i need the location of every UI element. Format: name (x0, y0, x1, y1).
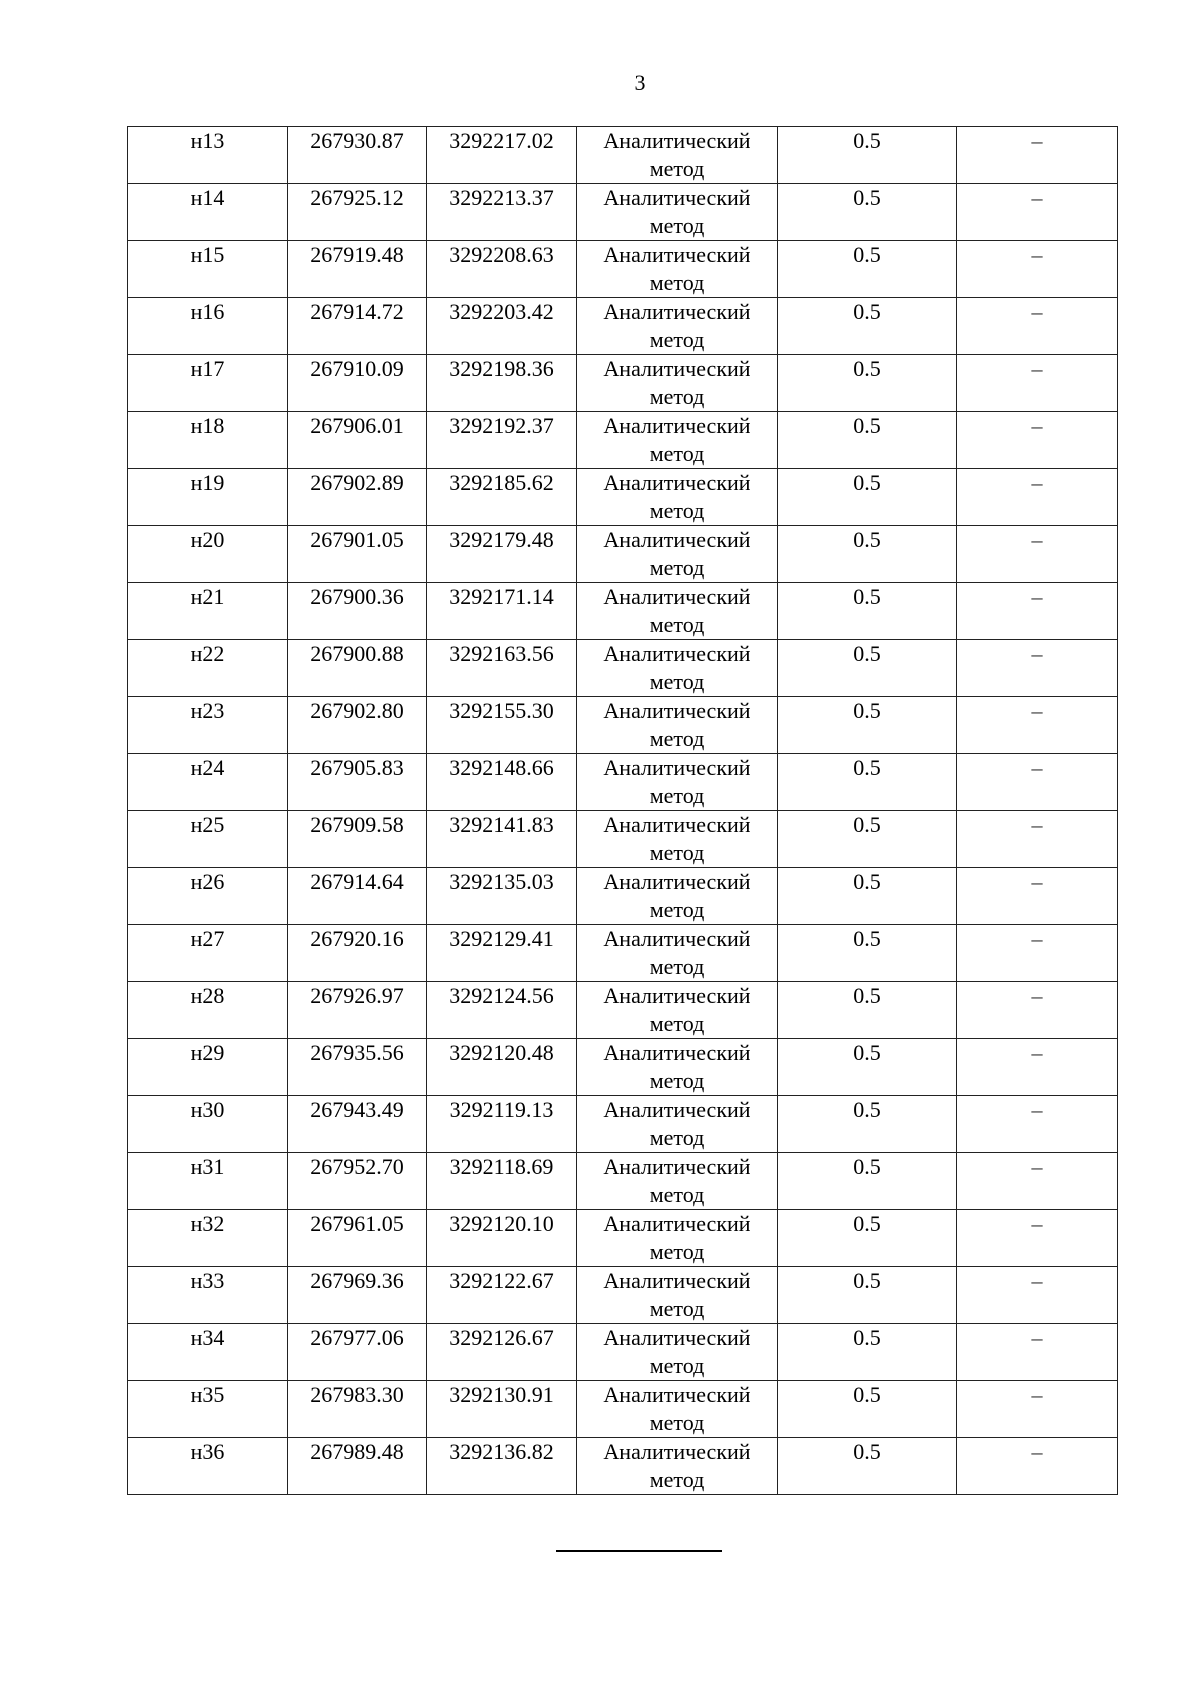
cell-method: Аналитический метод (577, 982, 778, 1039)
cell-method: Аналитический метод (577, 1210, 778, 1267)
cell-point-number: н32 (128, 1210, 288, 1267)
footer-rule (556, 1550, 722, 1552)
cell-method: Аналитический метод (577, 1096, 778, 1153)
table-row (128, 412, 1118, 469)
cell-note: – (957, 184, 1118, 241)
cell-note: – (957, 583, 1118, 640)
cell-point-number: н29 (128, 1039, 288, 1096)
table-row (128, 811, 1118, 868)
cell-point-number: н26 (128, 868, 288, 925)
cell-note: – (957, 811, 1118, 868)
table-row (128, 640, 1118, 697)
cell-note: – (957, 697, 1118, 754)
cell-x-coordinate: 267925.12 (288, 184, 427, 241)
cell-x-coordinate: 267909.58 (288, 811, 427, 868)
cell-y-coordinate: 3292124.56 (427, 982, 577, 1039)
cell-point-number: н34 (128, 1324, 288, 1381)
cell-method: Аналитический метод (577, 1438, 778, 1495)
cell-method: Аналитический метод (577, 697, 778, 754)
cell-x-coordinate: 267935.56 (288, 1039, 427, 1096)
cell-y-coordinate: 3292122.67 (427, 1267, 577, 1324)
cell-x-coordinate: 267919.48 (288, 241, 427, 298)
cell-accuracy: 0.5 (778, 412, 957, 469)
cell-method: Аналитический метод (577, 355, 778, 412)
coordinates-table (127, 126, 1118, 1495)
cell-note: – (957, 526, 1118, 583)
cell-note: – (957, 982, 1118, 1039)
cell-accuracy: 0.5 (778, 241, 957, 298)
cell-method: Аналитический метод (577, 1039, 778, 1096)
table-row (128, 1324, 1118, 1381)
cell-accuracy: 0.5 (778, 1267, 957, 1324)
cell-accuracy: 0.5 (778, 1381, 957, 1438)
table-row (128, 1267, 1118, 1324)
cell-note: – (957, 1438, 1118, 1495)
table-row (128, 697, 1118, 754)
cell-y-coordinate: 3292179.48 (427, 526, 577, 583)
cell-x-coordinate: 267906.01 (288, 412, 427, 469)
cell-accuracy: 0.5 (778, 583, 957, 640)
cell-y-coordinate: 3292126.67 (427, 1324, 577, 1381)
cell-x-coordinate: 267930.87 (288, 127, 427, 184)
table-row (128, 925, 1118, 982)
table-row (128, 1210, 1118, 1267)
cell-point-number: н14 (128, 184, 288, 241)
cell-method: Аналитический метод (577, 754, 778, 811)
cell-note: – (957, 241, 1118, 298)
cell-method: Аналитический метод (577, 127, 778, 184)
cell-accuracy: 0.5 (778, 1438, 957, 1495)
cell-point-number: н31 (128, 1153, 288, 1210)
cell-x-coordinate: 267920.16 (288, 925, 427, 982)
cell-note: – (957, 754, 1118, 811)
cell-note: – (957, 1210, 1118, 1267)
cell-y-coordinate: 3292203.42 (427, 298, 577, 355)
cell-accuracy: 0.5 (778, 640, 957, 697)
cell-point-number: н21 (128, 583, 288, 640)
cell-y-coordinate: 3292213.37 (427, 184, 577, 241)
cell-x-coordinate: 267983.30 (288, 1381, 427, 1438)
cell-note: – (957, 355, 1118, 412)
cell-y-coordinate: 3292155.30 (427, 697, 577, 754)
cell-note: – (957, 1039, 1118, 1096)
cell-note: – (957, 412, 1118, 469)
cell-x-coordinate: 267901.05 (288, 526, 427, 583)
cell-point-number: н17 (128, 355, 288, 412)
cell-x-coordinate: 267910.09 (288, 355, 427, 412)
cell-point-number: н33 (128, 1267, 288, 1324)
table-row (128, 526, 1118, 583)
table-row (128, 184, 1118, 241)
cell-note: – (957, 298, 1118, 355)
cell-accuracy: 0.5 (778, 1324, 957, 1381)
cell-method: Аналитический метод (577, 1267, 778, 1324)
table-row (128, 1039, 1118, 1096)
cell-accuracy: 0.5 (778, 184, 957, 241)
cell-y-coordinate: 3292192.37 (427, 412, 577, 469)
cell-accuracy: 0.5 (778, 355, 957, 412)
cell-point-number: н16 (128, 298, 288, 355)
cell-point-number: н28 (128, 982, 288, 1039)
cell-point-number: н24 (128, 754, 288, 811)
cell-y-coordinate: 3292217.02 (427, 127, 577, 184)
cell-note: – (957, 640, 1118, 697)
cell-point-number: н23 (128, 697, 288, 754)
table-body (128, 127, 1118, 1495)
cell-note: – (957, 925, 1118, 982)
cell-y-coordinate: 3292163.56 (427, 640, 577, 697)
cell-method: Аналитический метод (577, 1153, 778, 1210)
cell-method: Аналитический метод (577, 868, 778, 925)
cell-x-coordinate: 267977.06 (288, 1324, 427, 1381)
cell-point-number: н22 (128, 640, 288, 697)
cell-accuracy: 0.5 (778, 1210, 957, 1267)
cell-method: Аналитический метод (577, 811, 778, 868)
cell-note: – (957, 1153, 1118, 1210)
cell-point-number: н36 (128, 1438, 288, 1495)
cell-method: Аналитический метод (577, 640, 778, 697)
cell-y-coordinate: 3292141.83 (427, 811, 577, 868)
table-row (128, 1096, 1118, 1153)
cell-point-number: н15 (128, 241, 288, 298)
table-row (128, 298, 1118, 355)
cell-x-coordinate: 267905.83 (288, 754, 427, 811)
cell-note: – (957, 127, 1118, 184)
table-row (128, 1153, 1118, 1210)
cell-point-number: н18 (128, 412, 288, 469)
table-row (128, 1381, 1118, 1438)
cell-point-number: н30 (128, 1096, 288, 1153)
cell-y-coordinate: 3292135.03 (427, 868, 577, 925)
table-row (128, 1438, 1118, 1495)
cell-method: Аналитический метод (577, 583, 778, 640)
cell-method: Аналитический метод (577, 469, 778, 526)
cell-point-number: н13 (128, 127, 288, 184)
cell-x-coordinate: 267943.49 (288, 1096, 427, 1153)
cell-x-coordinate: 267952.70 (288, 1153, 427, 1210)
cell-note: – (957, 1324, 1118, 1381)
cell-method: Аналитический метод (577, 184, 778, 241)
table-row (128, 583, 1118, 640)
cell-point-number: н20 (128, 526, 288, 583)
cell-accuracy: 0.5 (778, 811, 957, 868)
cell-note: – (957, 868, 1118, 925)
cell-x-coordinate: 267914.72 (288, 298, 427, 355)
cell-x-coordinate: 267902.80 (288, 697, 427, 754)
cell-x-coordinate: 267914.64 (288, 868, 427, 925)
cell-accuracy: 0.5 (778, 868, 957, 925)
cell-x-coordinate: 267902.89 (288, 469, 427, 526)
cell-accuracy: 0.5 (778, 754, 957, 811)
table-row (128, 241, 1118, 298)
cell-y-coordinate: 3292148.66 (427, 754, 577, 811)
cell-note: – (957, 1096, 1118, 1153)
cell-point-number: н35 (128, 1381, 288, 1438)
table-row (128, 868, 1118, 925)
cell-point-number: н27 (128, 925, 288, 982)
cell-y-coordinate: 3292120.48 (427, 1039, 577, 1096)
table-row (128, 127, 1118, 184)
cell-accuracy: 0.5 (778, 925, 957, 982)
table-row (128, 982, 1118, 1039)
cell-y-coordinate: 3292208.63 (427, 241, 577, 298)
cell-method: Аналитический метод (577, 412, 778, 469)
cell-accuracy: 0.5 (778, 298, 957, 355)
cell-y-coordinate: 3292171.14 (427, 583, 577, 640)
cell-x-coordinate: 267989.48 (288, 1438, 427, 1495)
cell-accuracy: 0.5 (778, 127, 957, 184)
table-row (128, 754, 1118, 811)
cell-note: – (957, 469, 1118, 526)
cell-accuracy: 0.5 (778, 982, 957, 1039)
cell-y-coordinate: 3292120.10 (427, 1210, 577, 1267)
cell-accuracy: 0.5 (778, 1039, 957, 1096)
cell-x-coordinate: 267961.05 (288, 1210, 427, 1267)
cell-y-coordinate: 3292118.69 (427, 1153, 577, 1210)
cell-accuracy: 0.5 (778, 526, 957, 583)
cell-x-coordinate: 267900.88 (288, 640, 427, 697)
cell-accuracy: 0.5 (778, 697, 957, 754)
cell-y-coordinate: 3292198.36 (427, 355, 577, 412)
page-number: 3 (634, 70, 646, 95)
cell-y-coordinate: 3292136.82 (427, 1438, 577, 1495)
cell-y-coordinate: 3292130.91 (427, 1381, 577, 1438)
cell-method: Аналитический метод (577, 1324, 778, 1381)
cell-method: Аналитический метод (577, 526, 778, 583)
table-row (128, 469, 1118, 526)
cell-x-coordinate: 267926.97 (288, 982, 427, 1039)
cell-y-coordinate: 3292119.13 (427, 1096, 577, 1153)
cell-point-number: н25 (128, 811, 288, 868)
cell-accuracy: 0.5 (778, 1096, 957, 1153)
cell-method: Аналитический метод (577, 241, 778, 298)
cell-x-coordinate: 267900.36 (288, 583, 427, 640)
cell-accuracy: 0.5 (778, 1153, 957, 1210)
cell-y-coordinate: 3292185.62 (427, 469, 577, 526)
cell-y-coordinate: 3292129.41 (427, 925, 577, 982)
cell-accuracy: 0.5 (778, 469, 957, 526)
table-row (128, 355, 1118, 412)
cell-method: Аналитический метод (577, 298, 778, 355)
cell-note: – (957, 1267, 1118, 1324)
cell-method: Аналитический метод (577, 1381, 778, 1438)
cell-point-number: н19 (128, 469, 288, 526)
cell-method: Аналитический метод (577, 925, 778, 982)
cell-note: – (957, 1381, 1118, 1438)
cell-x-coordinate: 267969.36 (288, 1267, 427, 1324)
